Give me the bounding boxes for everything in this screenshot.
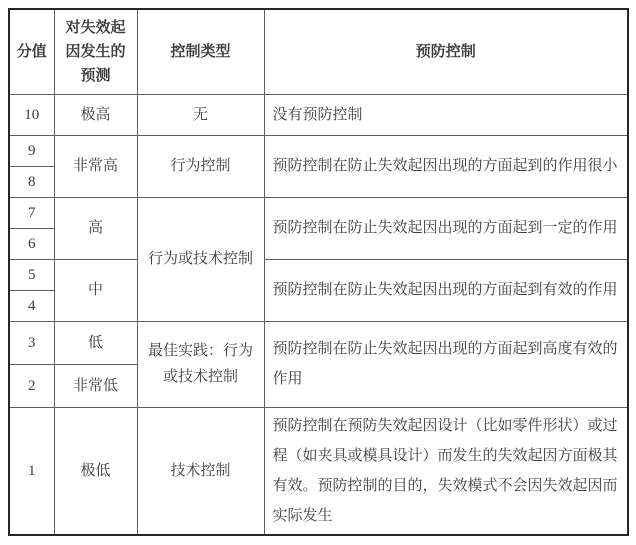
cell-score-7: 7 [9,197,54,228]
header-control-type: 控制类型 [137,9,264,94]
cell-score-3: 3 [9,321,54,364]
cell-control-type-9-8: 行为控制 [137,135,264,197]
cell-prediction-3: 低 [54,321,137,364]
cell-score-6: 6 [9,228,54,259]
cell-prevention-3-2: 预防控制在防止失效起因出现的方面起到高度有效的作用 [264,321,628,407]
cell-prevention-1: 预防控制在预防失效起因设计（比如零件形状）或过程（如夹具或模具设计）而发生的失效起因方面极其有效。预防控制的目的，失效模式不会因失效起因而实际发生 [264,407,628,535]
table-row [9,321,628,364]
cell-score-4: 4 [9,290,54,321]
table-row [9,197,628,228]
cell-control-type-7-4: 行为或技术控制 [137,197,264,321]
cell-prediction-10: 极高 [54,94,137,135]
cell-prevention-10: 没有预防控制 [264,94,628,135]
cell-prediction-2: 非常低 [54,364,137,407]
cell-score-8: 8 [9,166,54,197]
table-row [9,259,628,290]
header-row [9,9,628,94]
cell-prediction-1: 极低 [54,407,137,535]
header-prediction: 对失效起因发生的预测 [54,9,137,94]
cell-prediction-7-6: 高 [54,197,137,259]
cell-prevention-5-4: 预防控制在防止失效起因出现的方面起到有效的作用 [264,259,628,321]
cell-score-9: 9 [9,135,54,166]
cell-score-2: 2 [9,364,54,407]
cell-prevention-7-6: 预防控制在防止失效起因出现的方面起到一定的作用 [264,197,628,259]
table-row [9,135,628,166]
cell-score-1: 1 [9,407,54,535]
table-row [9,407,628,535]
cell-prediction-5-4: 中 [54,259,137,321]
cell-prediction-9-8: 非常高 [54,135,137,197]
table-row [9,94,628,135]
cell-control-type-10: 无 [137,94,264,135]
cell-control-type-1: 技术控制 [137,407,264,535]
header-score: 分值 [9,9,54,94]
prevention-control-rating-table [8,8,629,536]
header-prevention: 预防控制 [264,9,628,94]
cell-prevention-9-8: 预防控制在防止失效起因出现的方面起到的作用很小 [264,135,628,197]
cell-score-5: 5 [9,259,54,290]
cell-control-type-3-2: 最佳实践：行为或技术控制 [137,321,264,407]
cell-score-10: 10 [9,94,54,135]
